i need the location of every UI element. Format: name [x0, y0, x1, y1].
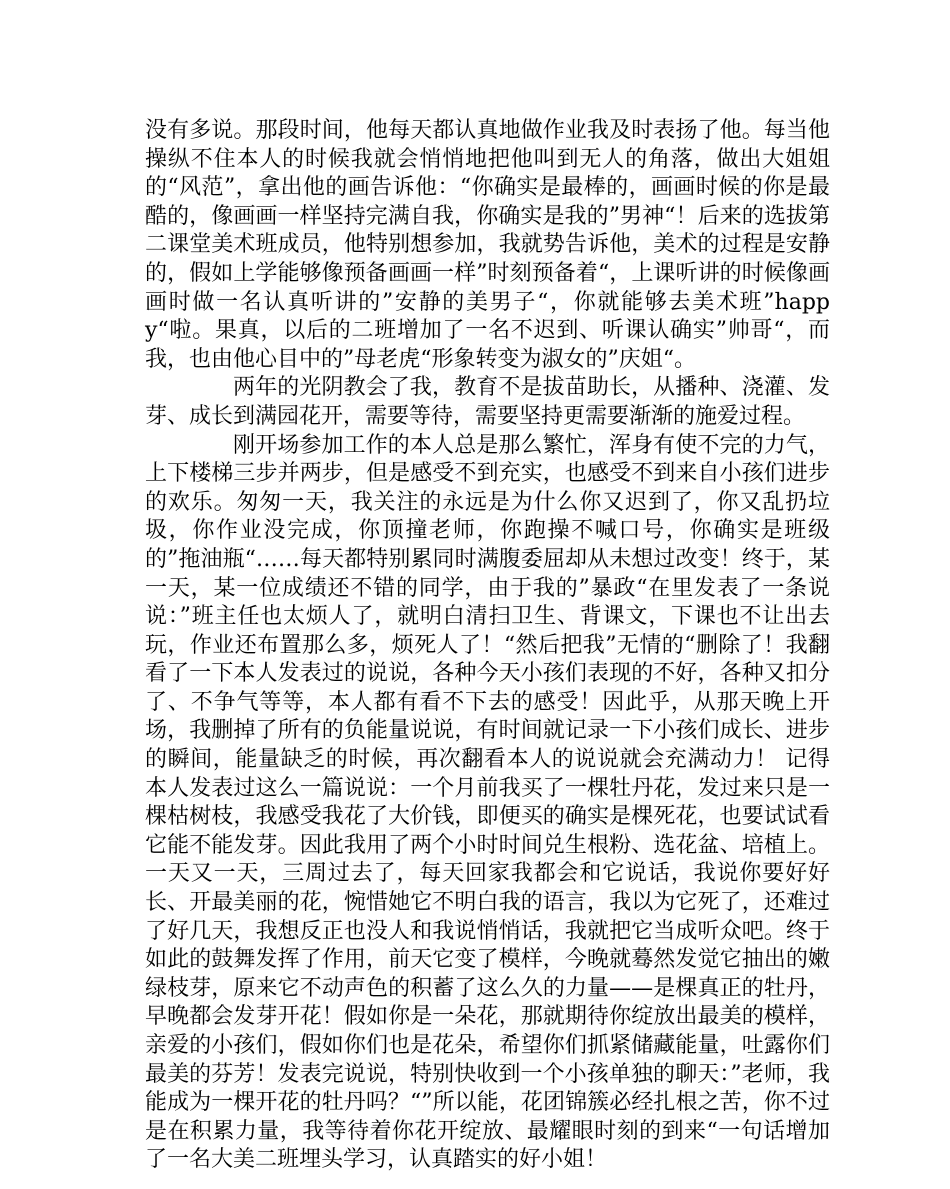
- document-page: [145, 117, 830, 1175]
- paragraph-3: 刚开场参加工作的本人总是那么繁忙，浑身有使不完的力气，上下楼梯三步并两步，但是感受不到充实，也感受不到来自小孩们进步的欢乐。匆匆一天，我关注的永远是为什么你又迟到了，你又乱扔垃圾，你作业没完成，你顶撞老师，你跑操不喊口号，你确实是班级的”拖油瓶“……每天都特别累同时满腹委屈却从未想过改变！终于，某一天，某一位成绩还不错的同学，由于我的”暴政“在里发表了一条说说：”班主任也太烦人了，就明白清扫卫生、背课文，下课也不让出去玩，作业还布置那么多，烦死人了！“然后把我”无情的“删除了！我翻看了一下本人发表过的说说，各种今天小孩们表现的不好，各种又扣分了、不争气等等，本人都有看不下去的感受！因此乎，从那天晚上开场，我删掉了所有的负能量说说，有时间就记录一下小孩们成长、进步的瞬间，能量缺乏的时候，再次翻看本人的说说就会充满动力！ 记得本人发表过这么一篇说说：一个月前我买了一棵牡丹花，发过来只是一棵枯树枝，我感受我花了大价钱，即便买的确实是棵死花，也要试试看它能不能发芽。因此我用了两个小时时间兑生根粉、选花盆、培植上。一天又一天，三周过去了，每天回家我都会和它说话，我说你要好好长、开最美丽的花，惋惜她它不明白我的语言，我以为它死了，还难过了好几天，我想反正也没人和我说悄悄话，我就把它当成听众吧。终于如此的鼓舞发挥了作用，前天它变了模样，今晚就蓦然发觉它抽出的嫩绿枝芽，原来它不动声色的积蓄了这么久的力量——是棵真正的牡丹，早晚都会发芽开花！假如你是一朵花，那就期待你绽放出最美的模样，亲爱的小孩们，假如你们也是花朵，希望你们抓紧储藏能量，吐露你们最美的芬芳！发表完说说，特别快收到一个小孩单独的聊天：”老师，我能成为一棵开花的牡丹吗？“”所以能，花团锦簇必经扎根之苦，你不过是在积累力量，我等待着你花开绽放、最耀眼时刻的到来“一句话增加了一名大美二班埋头学习，认真踏实的好小姐！: [145, 432, 830, 1173]
- paragraph-2: 两年的光阴教会了我，教育不是拔苗助长，从播种、浇灌、发芽、成长到满园花开，需要等待，需要坚持更需要渐渐的施爱过程。: [145, 375, 830, 429]
- paragraph-1: 没有多说。那段时间，他每天都认真地做作业我及时表扬了他。每当他操纵不住本人的时候我就会悄悄地把他叫到无人的角落，做出大姐姐的“风范”，拿出他的画告诉他：“你确实是最棒的，画画时候的你是最酷的，像画画一样坚持完满自我，你确实是我的”男神“！后来的选拔第二课堂美术班成员，他特别想参加，我就势告诉他，美术的过程是安静的，假如上学能够像预备画画一样”时刻预备着“，上课听讲的时候像画画时做一名认真听讲的”安静的美男子“，你就能够去美术班”happy“啦。果真，以后的二班增加了一名不迟到、听课认确实”帅哥“，而我，也由他心目中的”母老虎“形象转变为淑女的”庆姐“。: [145, 118, 830, 372]
